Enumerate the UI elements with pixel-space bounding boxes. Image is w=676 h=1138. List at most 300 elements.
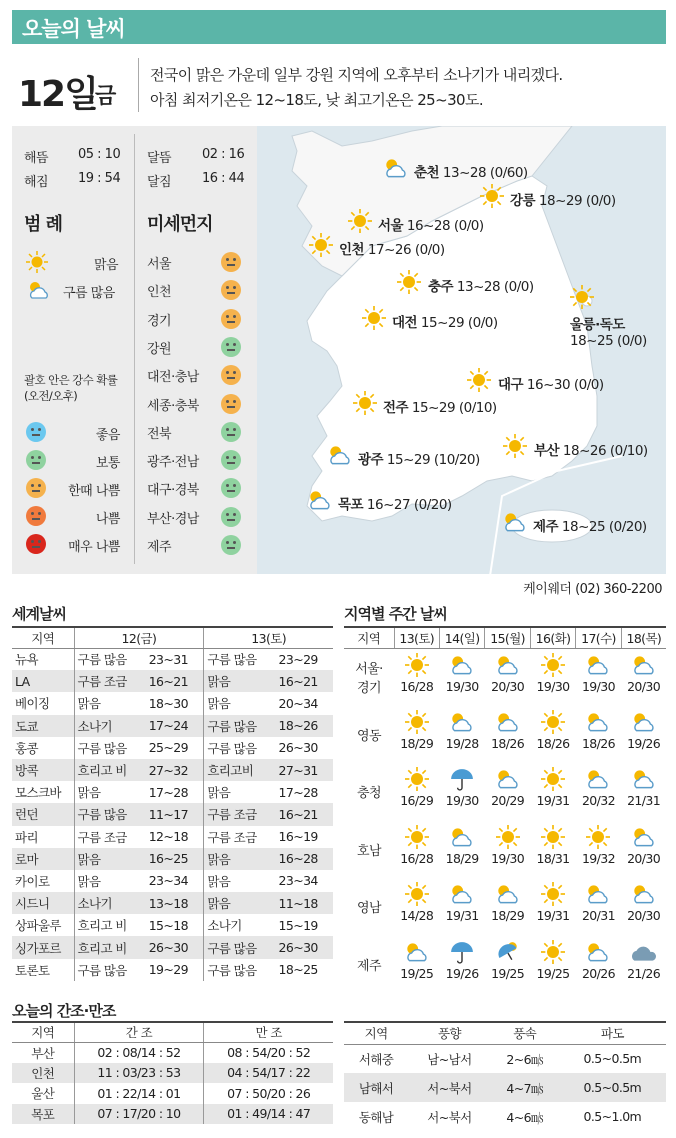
moonrise-label: 달뜸 — [147, 151, 172, 166]
world-cell: 카이로 — [15, 873, 50, 889]
sun-icon — [541, 825, 565, 849]
cloudy-icon — [26, 279, 52, 301]
weekly-temp: 19/25 — [400, 965, 434, 981]
weekly-temp: 20/30 — [627, 908, 661, 923]
weekly-temp: 19/31 — [445, 908, 479, 923]
weekly-temp: 16/29 — [400, 793, 434, 808]
sunrise-label: 해뜸 — [24, 151, 49, 166]
city-forecast: 15~29 (10/20) — [386, 452, 480, 468]
world-cell: 로마 — [12, 848, 74, 870]
world-cell: 25~29 — [148, 740, 188, 756]
region-line: 제주 — [357, 958, 381, 974]
weekly-cell — [394, 878, 439, 936]
weekly-cell — [576, 878, 621, 936]
tide-title: 오늘의 간조·만조 — [12, 1002, 116, 1020]
dust-region-name: 세종·충북 — [147, 398, 199, 414]
table-row — [344, 1102, 666, 1131]
summary-line-2: 아침 최저기온은 12~18도, 낮 최고기온은 25~30도. — [150, 91, 484, 109]
table-row — [12, 848, 333, 870]
weekly-temp: 20/30 — [491, 678, 525, 694]
table-row — [12, 1104, 333, 1125]
weekly-cell — [394, 648, 439, 706]
weekly-cell — [530, 821, 575, 879]
weekly-header: 지역 — [344, 627, 394, 648]
dust-title: 미세먼지 — [147, 214, 213, 235]
legend-divider — [134, 134, 135, 564]
legend-title: 범 례 — [24, 214, 63, 235]
source-credit: 케이웨더 (02) 360-2200 — [523, 582, 662, 597]
dust-region-name: 제주 — [147, 540, 172, 555]
world-cell: 26~30 — [276, 936, 334, 958]
sun-icon — [405, 825, 429, 849]
sea-cell: 4~7㎧ — [491, 1073, 559, 1102]
world-cell: 19~29 — [148, 962, 188, 978]
legend-cloudy: 구름 많음 — [63, 286, 115, 301]
weekly-cell — [530, 936, 575, 994]
weekly-cell — [394, 821, 439, 879]
sunset-label: 해짐 — [24, 175, 49, 190]
moonrise-time: 02 : 16 — [202, 147, 245, 162]
weekly-temp: 18/26 — [491, 735, 525, 751]
city-forecast: 18~25 (0/0) — [570, 333, 647, 349]
weekly-cell — [530, 648, 575, 706]
world-cell: 구름 많음 — [74, 959, 146, 981]
world-cell: 흐리고 비 — [74, 914, 146, 936]
weekly-cell — [485, 763, 530, 821]
world-cell: 17~28 — [148, 784, 188, 800]
weekly-cell — [439, 763, 484, 821]
map-city-label — [498, 373, 604, 393]
world-cell: 18~25 — [278, 962, 318, 978]
map-weather-icon — [326, 443, 354, 471]
sun-icon — [348, 209, 372, 233]
weekly-header: 18(목) — [621, 627, 666, 648]
weekly-cell — [485, 878, 530, 936]
city-forecast: 15~29 (0/0) — [420, 315, 498, 331]
weekly-cell — [394, 936, 439, 994]
tide-cell: 목포 — [12, 1104, 74, 1125]
weekly-temp: 20/30 — [627, 678, 661, 694]
world-cell: 소나기 — [204, 914, 276, 936]
cloudy-icon — [584, 767, 612, 791]
tide-cell: 인천 — [12, 1063, 74, 1084]
tide-header-region: 지역 — [12, 1022, 74, 1042]
dust-region-name: 인천 — [147, 285, 172, 301]
dust-region-name: 광주·전남 — [147, 455, 199, 471]
world-cell: 17~24 — [146, 715, 204, 737]
world-cell: 26~30 — [278, 740, 318, 756]
table-row — [12, 781, 333, 803]
weekly-temp: 21/26 — [627, 965, 661, 981]
tide-cell: 02 : 08/14 : 52 — [74, 1042, 204, 1063]
world-cell: 맑음 — [204, 692, 276, 714]
region-line: 충청 — [357, 786, 381, 802]
world-cell: 15~18 — [148, 917, 188, 933]
cloudy-icon — [448, 825, 476, 849]
weekly-temp: 20/32 — [581, 793, 615, 808]
table-row — [12, 692, 333, 714]
weekly-cell — [485, 706, 530, 764]
world-cell: 16~25 — [146, 848, 204, 870]
table-row — [344, 648, 666, 706]
region-line: 영동 — [357, 728, 381, 744]
table-row — [12, 914, 333, 936]
world-cell: 구름 조금 — [204, 803, 276, 825]
weekly-temp: 14/28 — [400, 908, 434, 923]
dust-region-name: 경기 — [147, 313, 172, 329]
legend-note-1: 괄호 안은 강수 확률 — [24, 373, 118, 387]
dust-region-name: 강원 — [147, 341, 172, 357]
tide-cell: 01 : 22/14 : 01 — [74, 1083, 204, 1104]
weekly-temp: 16/28 — [400, 850, 434, 866]
weekly-temp: 19/28 — [445, 735, 479, 751]
sun-icon — [541, 653, 565, 677]
weekly-header: 13(토) — [394, 627, 439, 648]
world-cell: 17~28 — [278, 784, 318, 800]
weekly-header: 14(일) — [439, 627, 484, 648]
cloudy-icon — [630, 710, 658, 734]
city-forecast: 16~28 (0/0) — [406, 218, 484, 234]
world-cell: 26~30 — [146, 936, 204, 958]
world-cell: 구름 많음 — [204, 715, 276, 737]
cloudy-icon — [630, 882, 658, 906]
weekly-region — [344, 878, 394, 936]
world-cell: 구름 조금 — [74, 826, 146, 848]
table-row — [344, 821, 666, 879]
sea-cell: 남해서 — [344, 1073, 408, 1102]
world-cell: 구름 많음 — [204, 737, 276, 759]
sun-icon — [541, 767, 565, 791]
dust-level-label: 한때 나쁨 — [68, 484, 120, 499]
table-row — [12, 759, 333, 781]
sea-cell: 0.5~1.0m — [583, 1109, 642, 1124]
dust-region-name: 부산·경남 — [147, 511, 199, 527]
world-cell: 맑음 — [204, 848, 276, 870]
dust-level-label: 나쁨 — [95, 512, 120, 527]
tide-cell: 04 : 54/17 : 22 — [204, 1063, 333, 1084]
dust-level-icon — [221, 252, 241, 272]
city-forecast: 18~25 (0/20) — [561, 519, 647, 535]
weekly-temp: 20/30 — [627, 850, 661, 866]
world-header-region: 지역 — [12, 627, 74, 648]
sun-icon — [405, 882, 429, 906]
dust-level-icon — [221, 450, 241, 470]
weekly-cell — [439, 936, 484, 994]
world-cell: 16~19 — [278, 829, 318, 845]
table-row — [12, 1083, 333, 1104]
sea-header-region: 지역 — [344, 1022, 408, 1044]
dust-level-icon — [221, 422, 241, 442]
world-cell: 11~17 — [146, 803, 204, 825]
city-forecast: 13~28 (0/60) — [442, 165, 528, 181]
sea-cell: 0.5~0.5m — [583, 1051, 642, 1067]
weekly-temp: 19/30 — [536, 678, 570, 694]
weekly-cell — [439, 821, 484, 879]
world-cell: 23~34 — [278, 873, 318, 889]
world-cell: 시드니 — [12, 892, 74, 914]
world-cell: 뉴욕 — [15, 652, 38, 668]
weekly-temp: 19/30 — [491, 850, 525, 866]
city-name: 목포 — [338, 497, 364, 513]
dust-level-icon — [221, 309, 241, 329]
weekly-temp: 20/26 — [581, 965, 615, 981]
map-weather-icon — [570, 285, 594, 313]
weekly-cell — [439, 648, 484, 706]
world-cell: 소나기 — [74, 892, 146, 914]
cloudy-icon — [326, 443, 354, 467]
world-cell: 16~28 — [276, 848, 334, 870]
sea-header-wave: 파도 — [559, 1022, 666, 1044]
weekly-cell — [621, 763, 666, 821]
world-cell: 소나기 — [74, 715, 146, 737]
world-cell: 15~19 — [278, 917, 318, 933]
sun-icon — [570, 285, 594, 309]
table-row — [344, 1073, 666, 1102]
dust-level-face-icon — [26, 422, 46, 442]
sun-icon — [405, 710, 429, 734]
world-cell: 23~34 — [148, 873, 188, 889]
tide-header-low: 간 조 — [74, 1022, 204, 1042]
weekly-temp: 18/31 — [536, 850, 570, 866]
sun-icon — [586, 825, 610, 849]
legend-note-2: (오전/오후) — [24, 389, 78, 403]
city-name: 대구 — [498, 377, 524, 393]
world-cell: 18~30 — [148, 695, 188, 711]
map-city-label — [378, 214, 484, 234]
weekly-temp: 20/31 — [581, 908, 615, 923]
dust-level-icon — [221, 394, 241, 414]
dust-level-label: 보통 — [95, 456, 120, 471]
region-line: 서울· — [355, 662, 383, 677]
dust-level-face-icon — [26, 450, 46, 470]
dust-level-icon — [221, 535, 241, 555]
table-row — [344, 878, 666, 936]
tide-header-high: 만 조 — [204, 1022, 333, 1042]
weekly-temp: 18/29 — [445, 850, 479, 866]
cloudy-icon — [403, 940, 431, 964]
sun-icon — [405, 767, 429, 791]
weekly-temp: 18/29 — [491, 908, 525, 923]
dust-level-icon — [221, 337, 241, 357]
tide-cell: 울산 — [31, 1086, 55, 1102]
dust-region-name: 대전·충남 — [147, 370, 199, 386]
world-cell: 맑음 — [204, 781, 276, 803]
city-forecast: 16~27 (0/20) — [366, 497, 452, 513]
world-cell: 토론토 — [15, 962, 50, 978]
weekly-temp: 19/32 — [581, 850, 615, 866]
city-forecast: 16~30 (0/0) — [526, 377, 604, 393]
table-row — [344, 1044, 666, 1073]
weekly-cell — [576, 763, 621, 821]
dust-region-name: 대구·경북 — [147, 483, 199, 499]
weekly-region — [344, 821, 394, 879]
weekly-temp: 19/31 — [536, 793, 570, 808]
weekly-temp: 19/30 — [581, 678, 615, 694]
city-name: 부산 — [534, 443, 560, 459]
weekly-weather-table — [344, 626, 666, 993]
weekly-temp: 19/30 — [445, 793, 479, 808]
world-cell: 16~21 — [146, 670, 204, 692]
weekly-temp: 18/26 — [581, 735, 615, 751]
sea-cell: 서해중 — [358, 1051, 394, 1067]
world-cell: 12~18 — [148, 829, 188, 845]
sun-icon — [362, 306, 386, 330]
sea-condition-table — [344, 1021, 666, 1131]
map-weather-icon — [382, 156, 410, 184]
cloudy-icon — [494, 767, 522, 791]
sun-icon — [541, 940, 565, 964]
cloudy-icon — [584, 940, 612, 964]
world-cell: 20~34 — [278, 695, 318, 711]
sunset-time: 19 : 54 — [78, 171, 121, 186]
map-weather-icon — [306, 488, 334, 516]
world-cell: 맑음 — [74, 692, 146, 714]
city-name: 충주 — [428, 279, 454, 295]
weekly-cell — [485, 821, 530, 879]
weekly-temp: 19/25 — [491, 965, 525, 981]
world-cell: 맑음 — [74, 870, 146, 892]
date-weekday: 금 — [95, 84, 117, 109]
header-divider — [138, 58, 139, 112]
table-row — [344, 706, 666, 764]
sea-cell: 서~북서 — [408, 1073, 491, 1102]
weekly-cell — [439, 878, 484, 936]
tide-cell: 11 : 03/23 : 53 — [74, 1063, 204, 1084]
world-cell: 27~32 — [146, 759, 204, 781]
date-number: 12일 — [18, 74, 97, 115]
weekly-region — [344, 648, 394, 706]
weekly-header: 15(월) — [485, 627, 530, 648]
weekly-temp: 19/25 — [536, 965, 570, 981]
table-row — [12, 826, 333, 848]
weekly-temp: 20/29 — [491, 793, 525, 808]
world-cell: 베이징 — [15, 696, 50, 712]
page-title: 오늘의 날씨 — [22, 17, 125, 41]
weekly-temp: 16/28 — [400, 678, 434, 694]
world-cell: 흐리고 비 — [74, 759, 146, 781]
world-cell: 구름 많음 — [74, 737, 146, 759]
sun-icon — [397, 270, 421, 294]
sun-icon — [541, 882, 565, 906]
map-weather-icon — [362, 306, 386, 334]
world-cell: 맑음 — [74, 848, 146, 870]
world-cell: 맑음 — [204, 870, 276, 892]
table-row — [12, 648, 333, 670]
world-weather-table — [12, 626, 333, 981]
world-cell: 구름 많음 — [74, 803, 146, 825]
world-cell: 27~31 — [276, 759, 334, 781]
city-forecast: 13~28 (0/0) — [456, 279, 534, 295]
city-forecast: 17~26 (0/0) — [367, 242, 445, 258]
overcast-icon — [630, 940, 658, 964]
map-city-label — [383, 396, 497, 416]
map-city-label — [339, 238, 445, 258]
map-weather-icon — [309, 233, 333, 261]
world-cell: 구름 많음 — [74, 648, 146, 670]
weekly-cell — [576, 706, 621, 764]
world-cell: 도쿄 — [12, 715, 74, 737]
table-row — [12, 1042, 333, 1063]
weekly-temp: 18/26 — [536, 735, 570, 751]
weekly-cell — [530, 878, 575, 936]
table-row — [12, 1063, 333, 1084]
weekly-weather-title: 지역별 주간 날씨 — [344, 605, 447, 623]
dust-level-label: 좋음 — [95, 428, 120, 443]
weekly-cell — [394, 763, 439, 821]
map-weather-icon — [501, 510, 529, 538]
cloudy-icon — [584, 653, 612, 677]
weekly-header: 17(수) — [576, 627, 621, 648]
world-cell: 구름 조금 — [204, 826, 276, 848]
umbrella-icon — [450, 940, 474, 964]
legend-clear: 맑음 — [94, 258, 119, 273]
city-name: 인천 — [339, 242, 365, 258]
dust-level-face-icon — [26, 534, 46, 554]
weekly-cell — [621, 648, 666, 706]
region-line: 호남 — [357, 843, 381, 859]
sun-icon — [503, 434, 527, 458]
tide-cell: 부산 — [31, 1045, 55, 1061]
map-weather-icon — [397, 270, 421, 298]
sun-icon — [405, 653, 429, 677]
table-row — [12, 892, 333, 914]
world-cell: 싱가포르 — [12, 936, 74, 958]
map-city-label — [534, 439, 648, 459]
cloudy-icon — [494, 653, 522, 677]
map-city-label — [510, 189, 616, 209]
table-row — [12, 803, 333, 825]
weekly-cell — [530, 706, 575, 764]
world-weather-title: 세계날씨 — [12, 605, 66, 623]
weekly-cell — [485, 936, 530, 994]
sea-cell: 4~6㎧ — [506, 1109, 543, 1125]
sun-icon — [26, 251, 48, 273]
dust-level-face-icon — [26, 506, 46, 526]
world-cell: 맑음 — [204, 892, 276, 914]
weekly-region — [344, 763, 394, 821]
city-name: 강릉 — [510, 193, 536, 209]
city-name: 광주 — [358, 452, 384, 468]
sun-icon — [467, 368, 491, 392]
weekly-cell — [576, 821, 621, 879]
city-name: 대전 — [392, 315, 418, 331]
sun-icon — [480, 184, 504, 208]
cloudy-icon — [494, 882, 522, 906]
world-cell: 맑음 — [74, 781, 146, 803]
summary-line-1: 전국이 맑은 가운데 일부 강원 지역에 오후부터 소나기가 내리겠다. — [150, 66, 563, 84]
tide-cell: 07 : 17/20 : 10 — [74, 1104, 204, 1125]
city-name: 서울 — [378, 218, 404, 234]
city-forecast: 18~26 (0/10) — [562, 443, 648, 459]
shower-umbrella-icon — [496, 940, 520, 964]
world-cell: 홍콩 — [15, 740, 38, 756]
world-cell: 흐리고비 — [204, 759, 276, 781]
cloudy-icon — [306, 488, 334, 512]
sunrise-time: 05 : 10 — [78, 147, 121, 162]
world-cell: 13~18 — [146, 892, 204, 914]
world-cell: 구름 많음 — [204, 936, 276, 958]
weekly-region — [344, 706, 394, 764]
cloudy-icon — [630, 825, 658, 849]
sea-cell: 동해남 — [358, 1109, 394, 1125]
map-weather-icon — [503, 434, 527, 462]
dust-level-face-icon — [26, 478, 46, 498]
map-city-label — [392, 311, 498, 331]
world-cell: 구름 많음 — [204, 959, 276, 981]
table-row — [344, 936, 666, 994]
sun-icon — [496, 825, 520, 849]
table-row — [12, 870, 333, 892]
